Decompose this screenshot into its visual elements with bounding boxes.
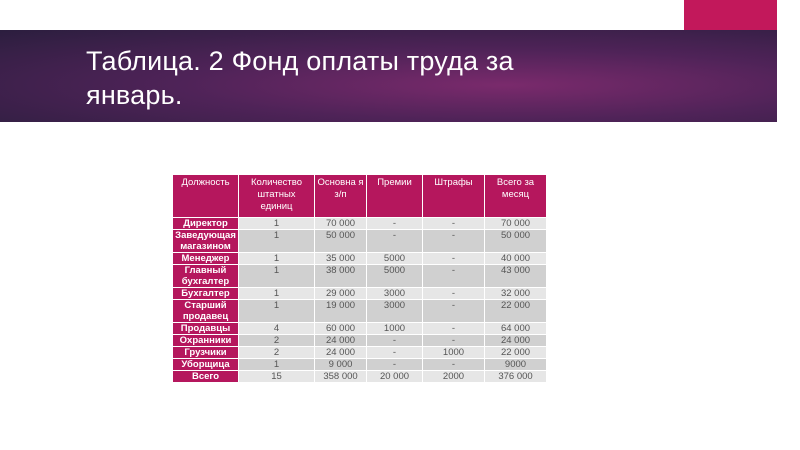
cell-staff-count: 1 (239, 265, 315, 288)
cell-base-salary: 19 000 (315, 300, 367, 323)
header-monthly-total: Всего за месяц (485, 175, 547, 218)
table-row (173, 218, 547, 230)
cell-bonuses: - (367, 335, 423, 347)
cell-monthly-total: 376 000 (485, 371, 547, 383)
cell-position: Охранники (173, 335, 239, 347)
cell-base-salary: 24 000 (315, 347, 367, 359)
cell-monthly-total: 22 000 (485, 347, 547, 359)
cell-monthly-total: 50 000 (485, 230, 547, 253)
table-row (173, 300, 547, 323)
cell-staff-count: 1 (239, 253, 315, 265)
table-row (173, 288, 547, 300)
cell-fines: - (423, 253, 485, 265)
payroll-table-container (172, 174, 547, 383)
cell-position: Главный бухгалтер (173, 265, 239, 288)
cell-bonuses: 1000 (367, 323, 423, 335)
payroll-table (172, 174, 547, 383)
table-total-row (173, 371, 547, 383)
cell-fines: - (423, 218, 485, 230)
cell-bonuses: 5000 (367, 265, 423, 288)
cell-base-salary: 35 000 (315, 253, 367, 265)
cell-base-salary: 358 000 (315, 371, 367, 383)
cell-fines: - (423, 300, 485, 323)
cell-bonuses: 5000 (367, 253, 423, 265)
cell-base-salary: 38 000 (315, 265, 367, 288)
table-header-row (173, 175, 547, 218)
cell-position: Всего (173, 371, 239, 383)
table-row (173, 347, 547, 359)
cell-staff-count: 15 (239, 371, 315, 383)
cell-fines: - (423, 323, 485, 335)
cell-position: Заведующая магазином (173, 230, 239, 253)
cell-base-salary: 29 000 (315, 288, 367, 300)
cell-staff-count: 1 (239, 230, 315, 253)
table-row (173, 359, 547, 371)
cell-base-salary: 50 000 (315, 230, 367, 253)
table-row (173, 230, 547, 253)
title-line-2: январь. (86, 80, 183, 110)
cell-fines: - (423, 359, 485, 371)
cell-base-salary: 9 000 (315, 359, 367, 371)
cell-staff-count: 2 (239, 335, 315, 347)
cell-staff-count: 4 (239, 323, 315, 335)
cell-staff-count: 1 (239, 218, 315, 230)
cell-monthly-total: 22 000 (485, 300, 547, 323)
title-line-1: Таблица. 2 Фонд оплаты труда за (86, 46, 514, 76)
cell-staff-count: 1 (239, 288, 315, 300)
table-row (173, 323, 547, 335)
cell-position: Грузчики (173, 347, 239, 359)
slide-title (86, 44, 686, 112)
cell-fines: 1000 (423, 347, 485, 359)
cell-monthly-total: 64 000 (485, 323, 547, 335)
cell-fines: - (423, 335, 485, 347)
cell-position: Бухгалтер (173, 288, 239, 300)
cell-position: Уборщица (173, 359, 239, 371)
cell-staff-count: 1 (239, 300, 315, 323)
cell-monthly-total: 70 000 (485, 218, 547, 230)
cell-bonuses: 3000 (367, 300, 423, 323)
header-bonuses: Премии (367, 175, 423, 218)
cell-position: Старший продавец (173, 300, 239, 323)
cell-monthly-total: 43 000 (485, 265, 547, 288)
cell-monthly-total: 24 000 (485, 335, 547, 347)
header-fines: Штрафы (423, 175, 485, 218)
cell-monthly-total: 40 000 (485, 253, 547, 265)
cell-fines: 2000 (423, 371, 485, 383)
cell-bonuses: 3000 (367, 288, 423, 300)
cell-base-salary: 24 000 (315, 335, 367, 347)
table-row (173, 265, 547, 288)
accent-tab (684, 0, 777, 30)
table-row (173, 335, 547, 347)
table-row (173, 253, 547, 265)
cell-position: Продавцы (173, 323, 239, 335)
cell-position: Директор (173, 218, 239, 230)
cell-staff-count: 2 (239, 347, 315, 359)
cell-bonuses: - (367, 347, 423, 359)
cell-bonuses: - (367, 359, 423, 371)
header-staff-count: Количество штатных единиц (239, 175, 315, 218)
cell-monthly-total: 32 000 (485, 288, 547, 300)
cell-bonuses: 20 000 (367, 371, 423, 383)
cell-fines: - (423, 230, 485, 253)
header-position: Должность (173, 175, 239, 218)
cell-fines: - (423, 288, 485, 300)
cell-base-salary: 60 000 (315, 323, 367, 335)
cell-bonuses: - (367, 230, 423, 253)
cell-fines: - (423, 265, 485, 288)
cell-position: Менеджер (173, 253, 239, 265)
cell-monthly-total: 9000 (485, 359, 547, 371)
cell-base-salary: 70 000 (315, 218, 367, 230)
cell-staff-count: 1 (239, 359, 315, 371)
cell-bonuses: - (367, 218, 423, 230)
header-base-salary: Основна я з/п (315, 175, 367, 218)
